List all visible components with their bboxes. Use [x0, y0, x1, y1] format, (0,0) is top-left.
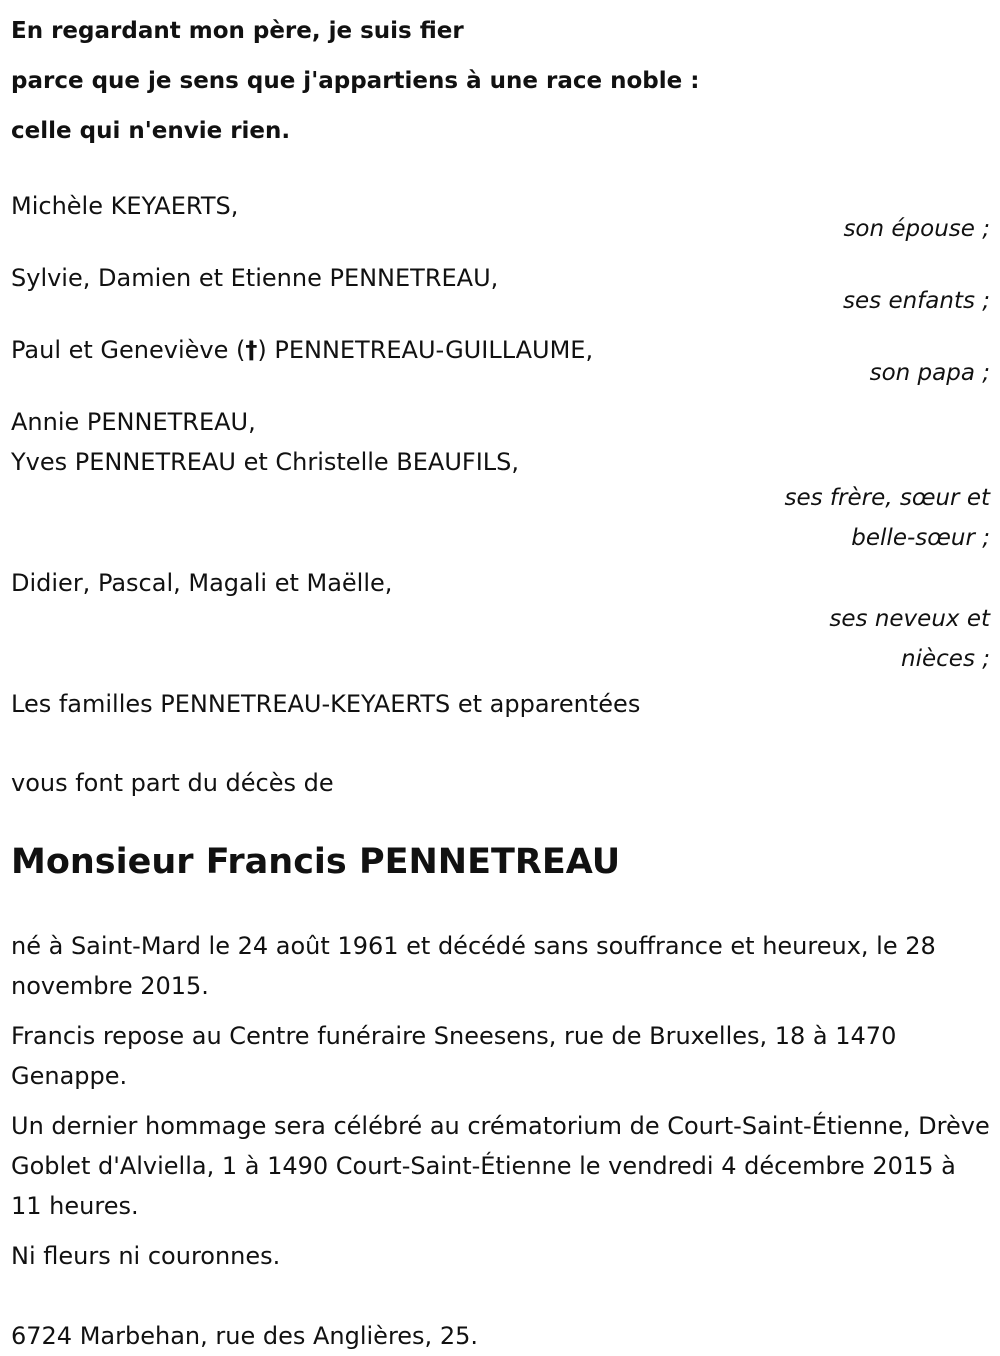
- details-section: [11, 926, 990, 1276]
- family-relation-line: belle-sœur ;: [851, 525, 990, 551]
- funeral-home-paragraph: Francis repose au Centre funéraire Sneesens, rue de Bruxelles, 18 à 1470 Genappe.: [11, 1022, 897, 1090]
- family-names-part: ) PENNETREAU-GUILLAUME,: [257, 336, 594, 364]
- family-relation: son papa ;: [869, 360, 990, 386]
- obituary-notice: [11, 0, 990, 1356]
- ceremony-paragraph: Un dernier hommage sera célébré au crématorium de Court-Saint-Étienne, Drève Goblet d'Alviella, 1 à 1490 Court-Saint-Étienne le vendredi 4 décembre 2015 à 11 heures.: [11, 1112, 990, 1220]
- quote-line: celle qui n'envie rien.: [11, 118, 291, 144]
- cross-icon: †: [245, 336, 258, 364]
- family-entry-nephews: [11, 563, 990, 679]
- family-address: 6724 Marbehan, rue des Anglières, 25.: [11, 1322, 478, 1350]
- family-names: Yves PENNETREAU et Christelle BEAUFILS,: [11, 448, 520, 476]
- family-names: Didier, Pascal, Magali et Maëlle,: [11, 569, 393, 597]
- family-entry-children: [11, 258, 990, 321]
- family-names-part: Paul et Geneviève (: [11, 336, 246, 364]
- family-entry-families: [11, 684, 990, 724]
- family-relation: son épouse ;: [843, 216, 990, 242]
- family-relation-line: ses neveux et: [829, 606, 990, 632]
- family-relation: [11, 599, 990, 679]
- family-relation: [11, 478, 990, 558]
- family-relation-line: ses frère, sœur et: [784, 485, 990, 511]
- family-names: Annie PENNETREAU,: [11, 408, 256, 436]
- family-relation-line: nièces ;: [901, 646, 990, 672]
- family-list: [11, 186, 990, 724]
- family-entry-siblings: [11, 402, 990, 558]
- quote-line: En regardant mon père, je suis fier: [11, 18, 464, 44]
- family-relation: ses enfants ;: [843, 288, 990, 314]
- family-names: Sylvie, Damien et Etienne PENNETREAU,: [11, 264, 499, 292]
- deceased-name: Monsieur Francis PENNETREAU: [11, 842, 621, 882]
- quote-line: parce que je sens que j'appartiens à une race noble :: [11, 68, 700, 94]
- family-names: Michèle KEYAERTS,: [11, 192, 239, 220]
- birth-death-paragraph: né à Saint-Mard le 24 août 1961 et décédé sans souffrance et heureux, le 28 novembre 2015.: [11, 932, 936, 1000]
- epigraph-quote: [11, 0, 990, 156]
- announcement-text: vous font part du décès de: [11, 769, 334, 797]
- family-entry-spouse: [11, 186, 990, 249]
- flowers-paragraph: Ni fleurs ni couronnes.: [11, 1242, 281, 1270]
- family-names: Les familles PENNETREAU-KEYAERTS et apparentées: [11, 690, 641, 718]
- family-entry-father: [11, 330, 990, 393]
